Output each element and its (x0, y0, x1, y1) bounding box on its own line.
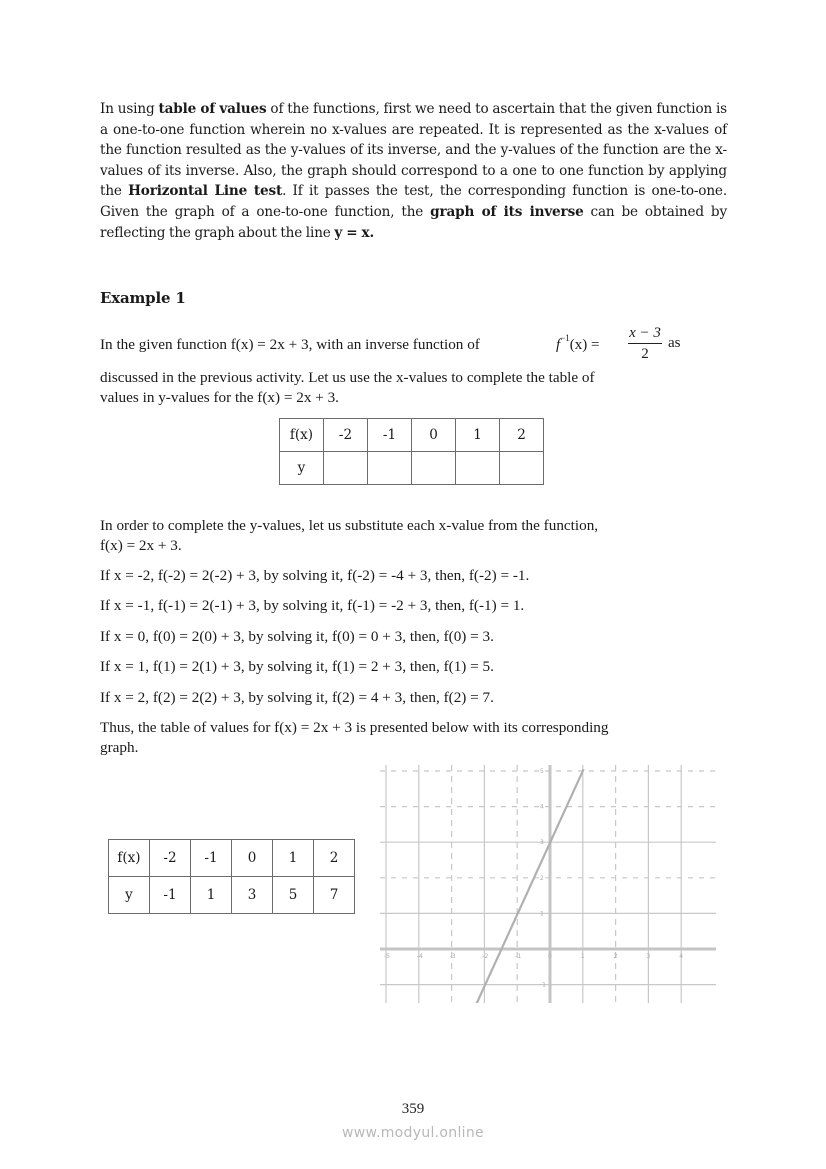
table-cell: f(x) (109, 840, 150, 877)
x-tick-label: 3 (646, 953, 651, 960)
function-graph (380, 765, 716, 1003)
table-cell: -2 (150, 840, 191, 877)
bold-term: Horizontal Line test (128, 183, 283, 200)
formula-denominator: 2 (641, 346, 649, 362)
table-cell: y (280, 452, 324, 485)
x-tick-label: -5 (384, 953, 390, 960)
table-cell: -2 (324, 419, 368, 452)
solution-step: If x = 0, f(0) = 2(0) + 3, by solving it, f(0) = 0 + 3, then, f(0) = 3. (100, 628, 494, 645)
x-tick-label: -4 (416, 953, 423, 960)
y-tick-label: 5 (540, 768, 544, 775)
bold-term: table of values (158, 101, 267, 117)
x-tick-label: -2 (482, 953, 489, 960)
table-cell (412, 452, 456, 485)
y-tick-label: 2 (540, 874, 544, 882)
table-cell: -1 (191, 840, 232, 877)
solution-step: If x = -2, f(-2) = 2(-2) + 3, by solving it, f(-2) = -4 + 3, then, f(-2) = -1. (100, 567, 530, 584)
solution-step: If x = -1, f(-1) = 2(-1) + 3, by solving it, f(-1) = -2 + 3, then, f(-1) = 1. (100, 597, 525, 614)
y-tick-label: 4 (540, 803, 544, 811)
formula-numerator: x − 3 (629, 325, 661, 341)
table-cell: 1 (456, 419, 500, 452)
table-cell: f(x) (280, 419, 324, 452)
page-number: 359 (401, 1101, 425, 1117)
solution-step: If x = 2, f(2) = 2(2) + 3, by solving it, f(2) = 4 + 3, then, f(2) = 7. (100, 689, 494, 706)
table-cell (324, 452, 368, 485)
y-tick-label: -1 (540, 981, 546, 989)
table-cell (368, 452, 412, 485)
solution-intro-line-1: In order to complete the y-values, let us substitute each x-value from the function, (100, 517, 599, 534)
table-cell: 1 (191, 877, 232, 914)
filled-values-table (108, 839, 355, 914)
inverse-formula (556, 325, 696, 369)
formula-trailing-text: as (668, 335, 681, 351)
table-cell: 0 (232, 840, 273, 877)
x-tick-label: -3 (449, 953, 456, 960)
table-cell: -1 (368, 419, 412, 452)
x-tick-label: 1 (580, 953, 585, 960)
table-cell: 2 (314, 840, 355, 877)
y-tick-label: 3 (540, 839, 544, 847)
fraction-bar (628, 343, 662, 344)
watermark: www.modyul.online (342, 1125, 484, 1141)
x-tick-label: 4 (679, 953, 684, 960)
table-cell: 0 (412, 419, 456, 452)
table-row (280, 452, 544, 485)
x-tick-label: 0 (548, 953, 552, 960)
example-line-3: values in y-values for the f(x) = 2x + 3. (100, 389, 339, 406)
solution-step: If x = 1, f(1) = 2(1) + 3, by solving it, f(1) = 2 + 3, then, f(1) = 5. (100, 658, 494, 675)
intro-text: of the functions, first we need to ascertain that the given function is a one-to-one function wherein no x-values are repeated. It is represented as the x-values of the function resulted as the y-values of its inverse, and the y-values of the function are the x-values of its inverse. Also, the graph should correspond to a one to one function by applying the (100, 101, 728, 200)
bold-term: graph of its inverse (430, 203, 584, 220)
intro-text: In using (100, 101, 159, 117)
example-line-1: In the given function f(x) = 2x + 3, with an inverse function of (100, 336, 480, 353)
table-cell: 1 (273, 840, 314, 877)
conclusion-line-2: graph. (100, 739, 139, 756)
table-cell: 7 (314, 877, 355, 914)
table-cell: 3 (232, 877, 273, 914)
x-tick-label: -1 (515, 953, 522, 960)
formula-lhs: $f^{-1}(x)$ = (556, 333, 600, 353)
intro-paragraph (100, 99, 727, 243)
y-tick-label: 1 (540, 910, 544, 918)
intro-text: can be obtained by reflecting the graph about the line (100, 203, 727, 241)
table-cell: 5 (273, 877, 314, 914)
table-cell: -1 (150, 877, 191, 914)
solution-intro-line-2: f(x) = 2x + 3. (100, 537, 182, 554)
blank-values-table (279, 418, 544, 485)
table-header-row (280, 419, 544, 452)
function-line (476, 769, 583, 1003)
table-cell: y (109, 877, 150, 914)
bold-term: y = x. (334, 224, 375, 241)
table-cell (456, 452, 500, 485)
table-header-row (109, 840, 355, 877)
intro-text: . If it passes the test, the corresponding function is one-to-one. Given the graph of a one-to-one function, the (100, 183, 727, 220)
example-line-2: discussed in the previous activity. Let us use the x-values to complete the table of (100, 369, 595, 386)
formula-fraction (628, 325, 662, 363)
example-heading: Example 1 (100, 289, 186, 307)
table-cell: 2 (500, 419, 544, 452)
table-row (109, 877, 355, 914)
table-cell (500, 452, 544, 485)
conclusion-line-1: Thus, the table of values for f(x) = 2x + 3 is presented below with its corresponding (100, 719, 609, 736)
x-tick-label: 2 (613, 953, 618, 960)
